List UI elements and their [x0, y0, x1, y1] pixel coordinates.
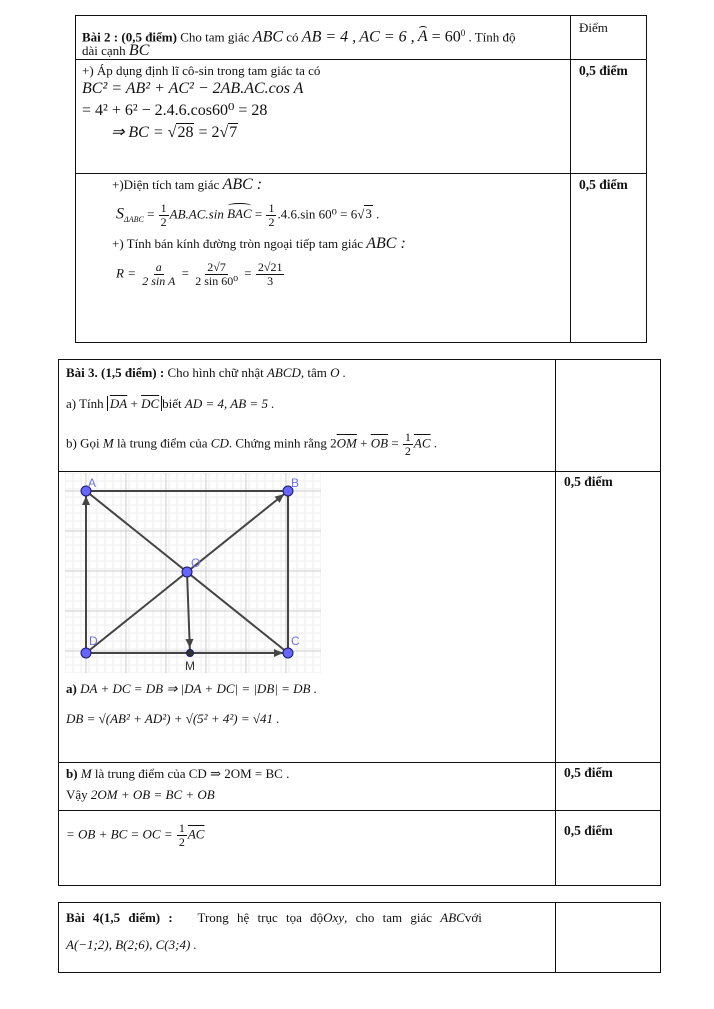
bai4-table: [58, 902, 661, 973]
label-o: O: [191, 556, 201, 570]
bai2-table: Bài 2 : (0,5 điểm) Cho tam giác ABC có AB = 4 , AC = 6 , $A = 60^0$ . Tính độ dài cạnh BC Điểm +) Áp dụng định lĩ cô-sin trong tam giác ta có BC² = AB² + AC² − 2AB.AC.cos A = 4² + 6² − 2.4.6.cos60⁰ = 28 ⇒ BC = √28 = 2√7 0,5 điểm +)Diện tích tam giác ABC : $S_{\Delta ABC}$ = $\frac{1}{2}$ AB.AC.sin BAC = $\frac{1}{2}$ .4.6.sin 60⁰ = 6√3 . +) Tính bán kính đường tròn ngoại tiếp tam giác ABC : R = $\frac{a}{\text{2 sin A}}$ = $\frac{2√7}{\text{2 sin 60⁰}}$ = $\frac{2√21}{3}$ 0,5 điểm: [75, 15, 647, 343]
bai2-area-formula: $S_{\Delta ABC}$ = $\frac{1}{2}$ AB.AC.sin BAC = $\frac{1}{2}$ .4.6.sin 60⁰ = 6√3 .: [116, 201, 380, 229]
point-c: [283, 648, 293, 658]
bai3-solution-b-line1: b) M là trung điểm của CD ⇒ 2OM = BC .: [66, 766, 290, 781]
bai2-score-2: 0,5 điểm: [579, 177, 628, 192]
bai3-solution-a-line1: a) DA + DC = DB ⇒ |DA + DC| = |DB| = DB .: [66, 681, 317, 696]
bai3-score-a: 0,5 điểm: [564, 474, 613, 489]
bai3-part-a: a) Tính $\overline{DA} + \overline{DC}$ biết AD = 4, AB = 5 .: [66, 396, 275, 411]
bai3-solution-a-line2: DB = √(AB² + AD²) + √(5² + 4²) = √41 .: [66, 711, 280, 726]
diagram-grid: [65, 473, 321, 673]
bai2-score-header: Điểm: [579, 20, 608, 35]
bai3-table: [58, 359, 661, 886]
bai2-radius-formula: R = $\frac{a}{\text{2 sin A}}$ = $\frac{2√7}{\text{2 sin 60⁰}}$ = $\frac{2√21}{3}$: [116, 260, 283, 288]
bai2-title: Bài 2 : (0,5 điểm): [82, 29, 177, 45]
bai2-header: Bài 2 : (0,5 điểm) Cho tam giác ABC có AB = 4 , AC = 6 , $A = 60^0$ . Tính độ: [82, 28, 516, 46]
bai3-header: Bài 3. (1,5 điểm) : Cho hình chữ nhật ABCD, tâm O .: [66, 365, 347, 380]
rectangle-diagram: [65, 473, 321, 673]
bai2-eq-cosine: BC² = AB² + AC² − 2AB.AC.cos A: [82, 80, 304, 97]
label-b: B: [291, 476, 300, 490]
bai2-score-1: 0,5 điểm: [579, 63, 628, 78]
vector-dc-arrowhead: [274, 649, 283, 657]
vector-om-arrowhead: [185, 639, 193, 648]
point-d: [81, 648, 91, 658]
label-c: C: [291, 634, 300, 648]
point-m: [187, 650, 194, 657]
label-d: D: [89, 634, 98, 648]
bai3-score-b1: 0,5 điểm: [564, 765, 613, 780]
bai3-part-b: b) Gọi M là trung điểm của CD. Chứng minh rằng $2\overline{OM} + \overline{OB}$ = $\frac{1}{2}$ $\overline{AC}$ .: [66, 430, 438, 458]
bai4-header: Bài 4(1,5 điểm) : Trong hệ trục tọa độOxy, cho tam giác ABCvới: [66, 910, 482, 925]
label-m: M: [185, 659, 195, 673]
bai3-solution-b-line3: = OB + BC = OC = $\frac{1}{2}$ $\overline{AC}$: [66, 821, 205, 849]
bai2-eq-result: ⇒ BC = √28 = 2√7: [111, 124, 238, 141]
bai3-score-b2: 0,5 điểm: [564, 823, 613, 838]
bai4-points: A(−1;2), B(2;6), C(3;4) .: [66, 937, 197, 952]
bai3-solution-b-line2: Vậy 2OM + OB = BC + OB: [66, 787, 215, 802]
bai2-eq-numeric: = 4² + 6² − 2.4.6.cos60⁰ = 28: [82, 102, 268, 119]
label-a: A: [88, 476, 97, 490]
